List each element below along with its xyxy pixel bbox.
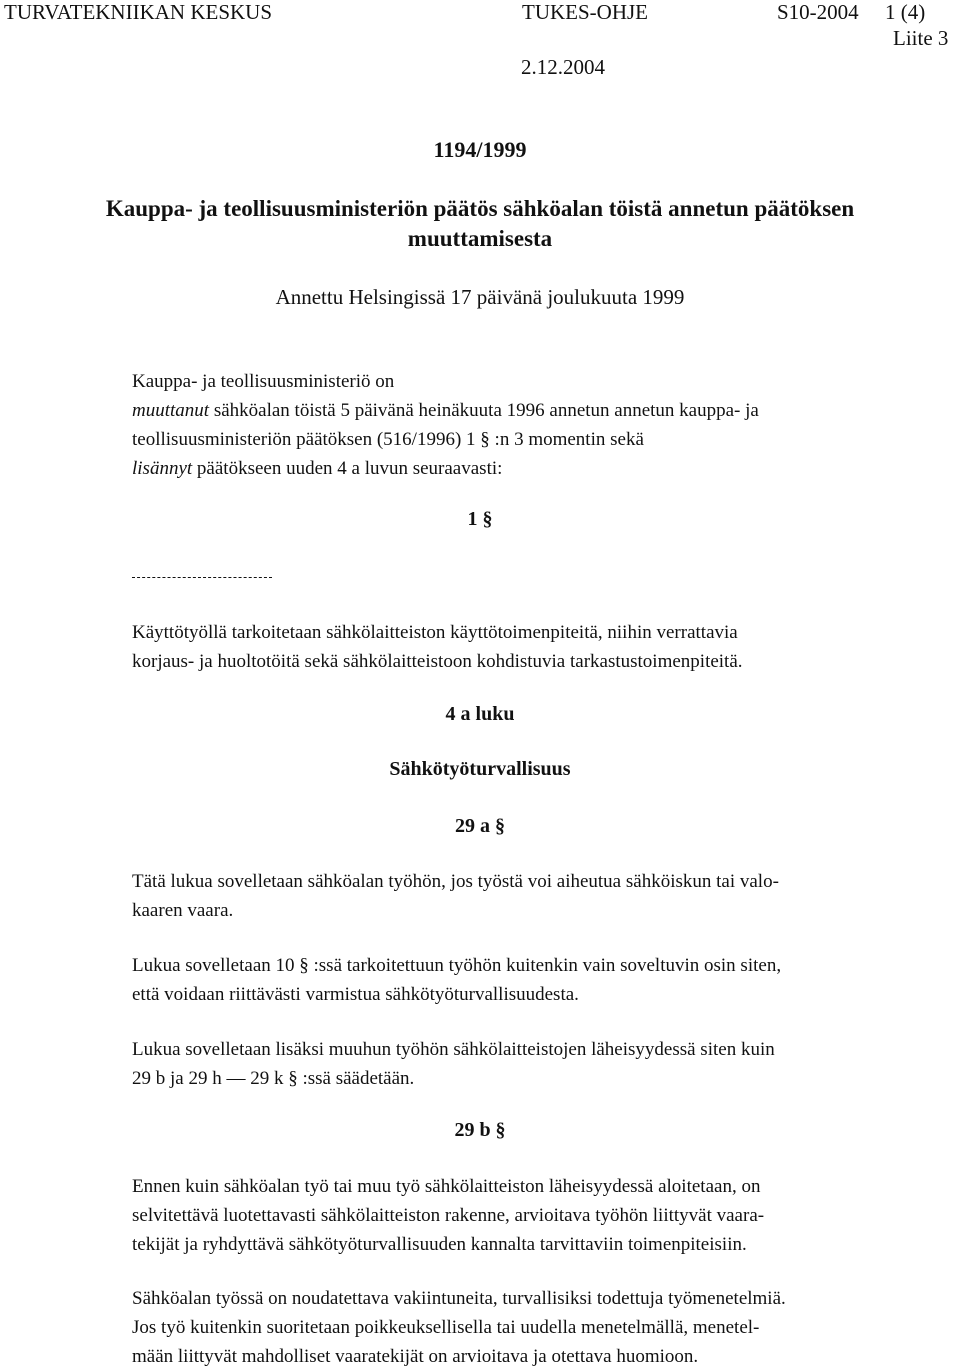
section-29a-p2-line2: että voidaan riittävästi varmistua sähkötyöturvallisuudesta. [132,984,579,1005]
section-29b-paragraph-2 [132,1284,786,1371]
intro-muuttanut: muuttanut [132,400,210,421]
section-29a-heading: 29 a § [455,815,505,837]
section-1-line1: Käyttötyöllä tarkoitetaan sähkölaitteiston käyttötoimenpiteitä, niihin verrattavia [132,622,738,643]
header-attachment: Liite 3 [893,26,949,50]
intro-line4-rest: päätökseen uuden 4 a luvun seuraavasti: [192,458,503,479]
header-date: 2.12.2004 [521,55,605,79]
chapter-number: 4 a luku [445,703,515,725]
section-29a-p3-line1: Lukua sovelletaan lisäksi muuhun työhön sähkölaitteistojen läheisyydessä siten kuin [132,1039,775,1060]
intro-line2 [132,396,759,425]
decision-title-line2: muuttamisesta [407,226,553,251]
section-1-heading: 1 § [467,508,493,530]
header-doc-type: TUKES-OHJE [522,0,648,24]
section-29b-p1-line1: Ennen kuin sähköalan työ tai muu työ sähkölaitteiston läheisyydessä aloitetaan, on [132,1176,761,1197]
intro-line1: Kauppa- ja teollisuusministeriö on [132,371,395,392]
section-29b-p2-line2: Jos työ kuitenkin suoritetaan poikkeuksellisella tai uudella menetelmällä, menetel- [132,1317,760,1338]
omission-dashes [132,577,272,578]
intro-line3: teollisuusministeriön päätöksen (516/1996) 1 § :n 3 momentin sekä [132,429,644,450]
section-29b-p1-line3: tekijät ja ryhdyttävä sähkötyöturvallisuuden kannalta tarvittaviin toimenpiteisiin. [132,1234,747,1255]
chapter-title: Sähkötyöturvallisuus [389,758,571,780]
header-page-number: 1 (4) [885,0,926,24]
section-1-line2: korjaus- ja huoltotöitä sekä sähkölaitteistoon kohdistuvia tarkastustoimenpiteitä. [132,651,743,672]
section-29a-p2-line1: Lukua sovelletaan 10 § :ssä tarkoitettuun työhön kuitenkin vain soveltuvin osin siten, [132,955,782,976]
decision-number: 1194/1999 [433,137,527,162]
section-29a-paragraph-2 [132,951,781,1009]
section-29a-p3-line2: 29 b ja 29 h — 29 k § :ssä säädetään. [132,1068,415,1089]
header-doc-id: S10-2004 [777,0,859,24]
section-29a-p1-line1: Tätä lukua sovelletaan sähköalan työhön, jos työstä voi aiheutua sähköiskun tai valo- [132,871,779,892]
section-29b-p2-line3: mään liittyvät mahdolliset vaaratekijät on arvioitava ja otettava huomioon. [132,1346,699,1367]
intro-line2-rest: sähköalan töistä 5 päivänä heinäkuuta 1996 annetun annetun kauppa- ja [209,400,759,421]
decision-given: Annettu Helsingissä 17 päivänä joulukuuta 1999 [275,285,685,309]
header-organization: TURVATEKNIIKAN KESKUS [4,0,273,24]
intro-lisannyt: lisännyt [132,458,193,479]
section-1-paragraph [132,618,743,676]
intro-line4 [132,454,759,483]
intro-paragraph [132,367,759,483]
section-29b-heading: 29 b § [454,1119,506,1141]
section-29b-p1-line2: selvitettävä luotettavasti sähkölaitteiston rakenne, arvioitava työhön liittyvät vaara- [132,1205,765,1226]
section-29a-p1-line2: kaaren vaara. [132,900,234,921]
decision-title-line1: Kauppa- ja teollisuusministeriön päätös sähköalan töistä annetun päätöksen [105,196,855,221]
section-29b-p2-line1: Sähköalan työssä on noudatettava vakiintuneita, turvallisiksi todettuja työmenetelmiä. [132,1288,786,1309]
section-29a-paragraph-3 [132,1035,775,1093]
section-29b-paragraph-1 [132,1172,764,1259]
section-29a-paragraph-1 [132,867,779,925]
